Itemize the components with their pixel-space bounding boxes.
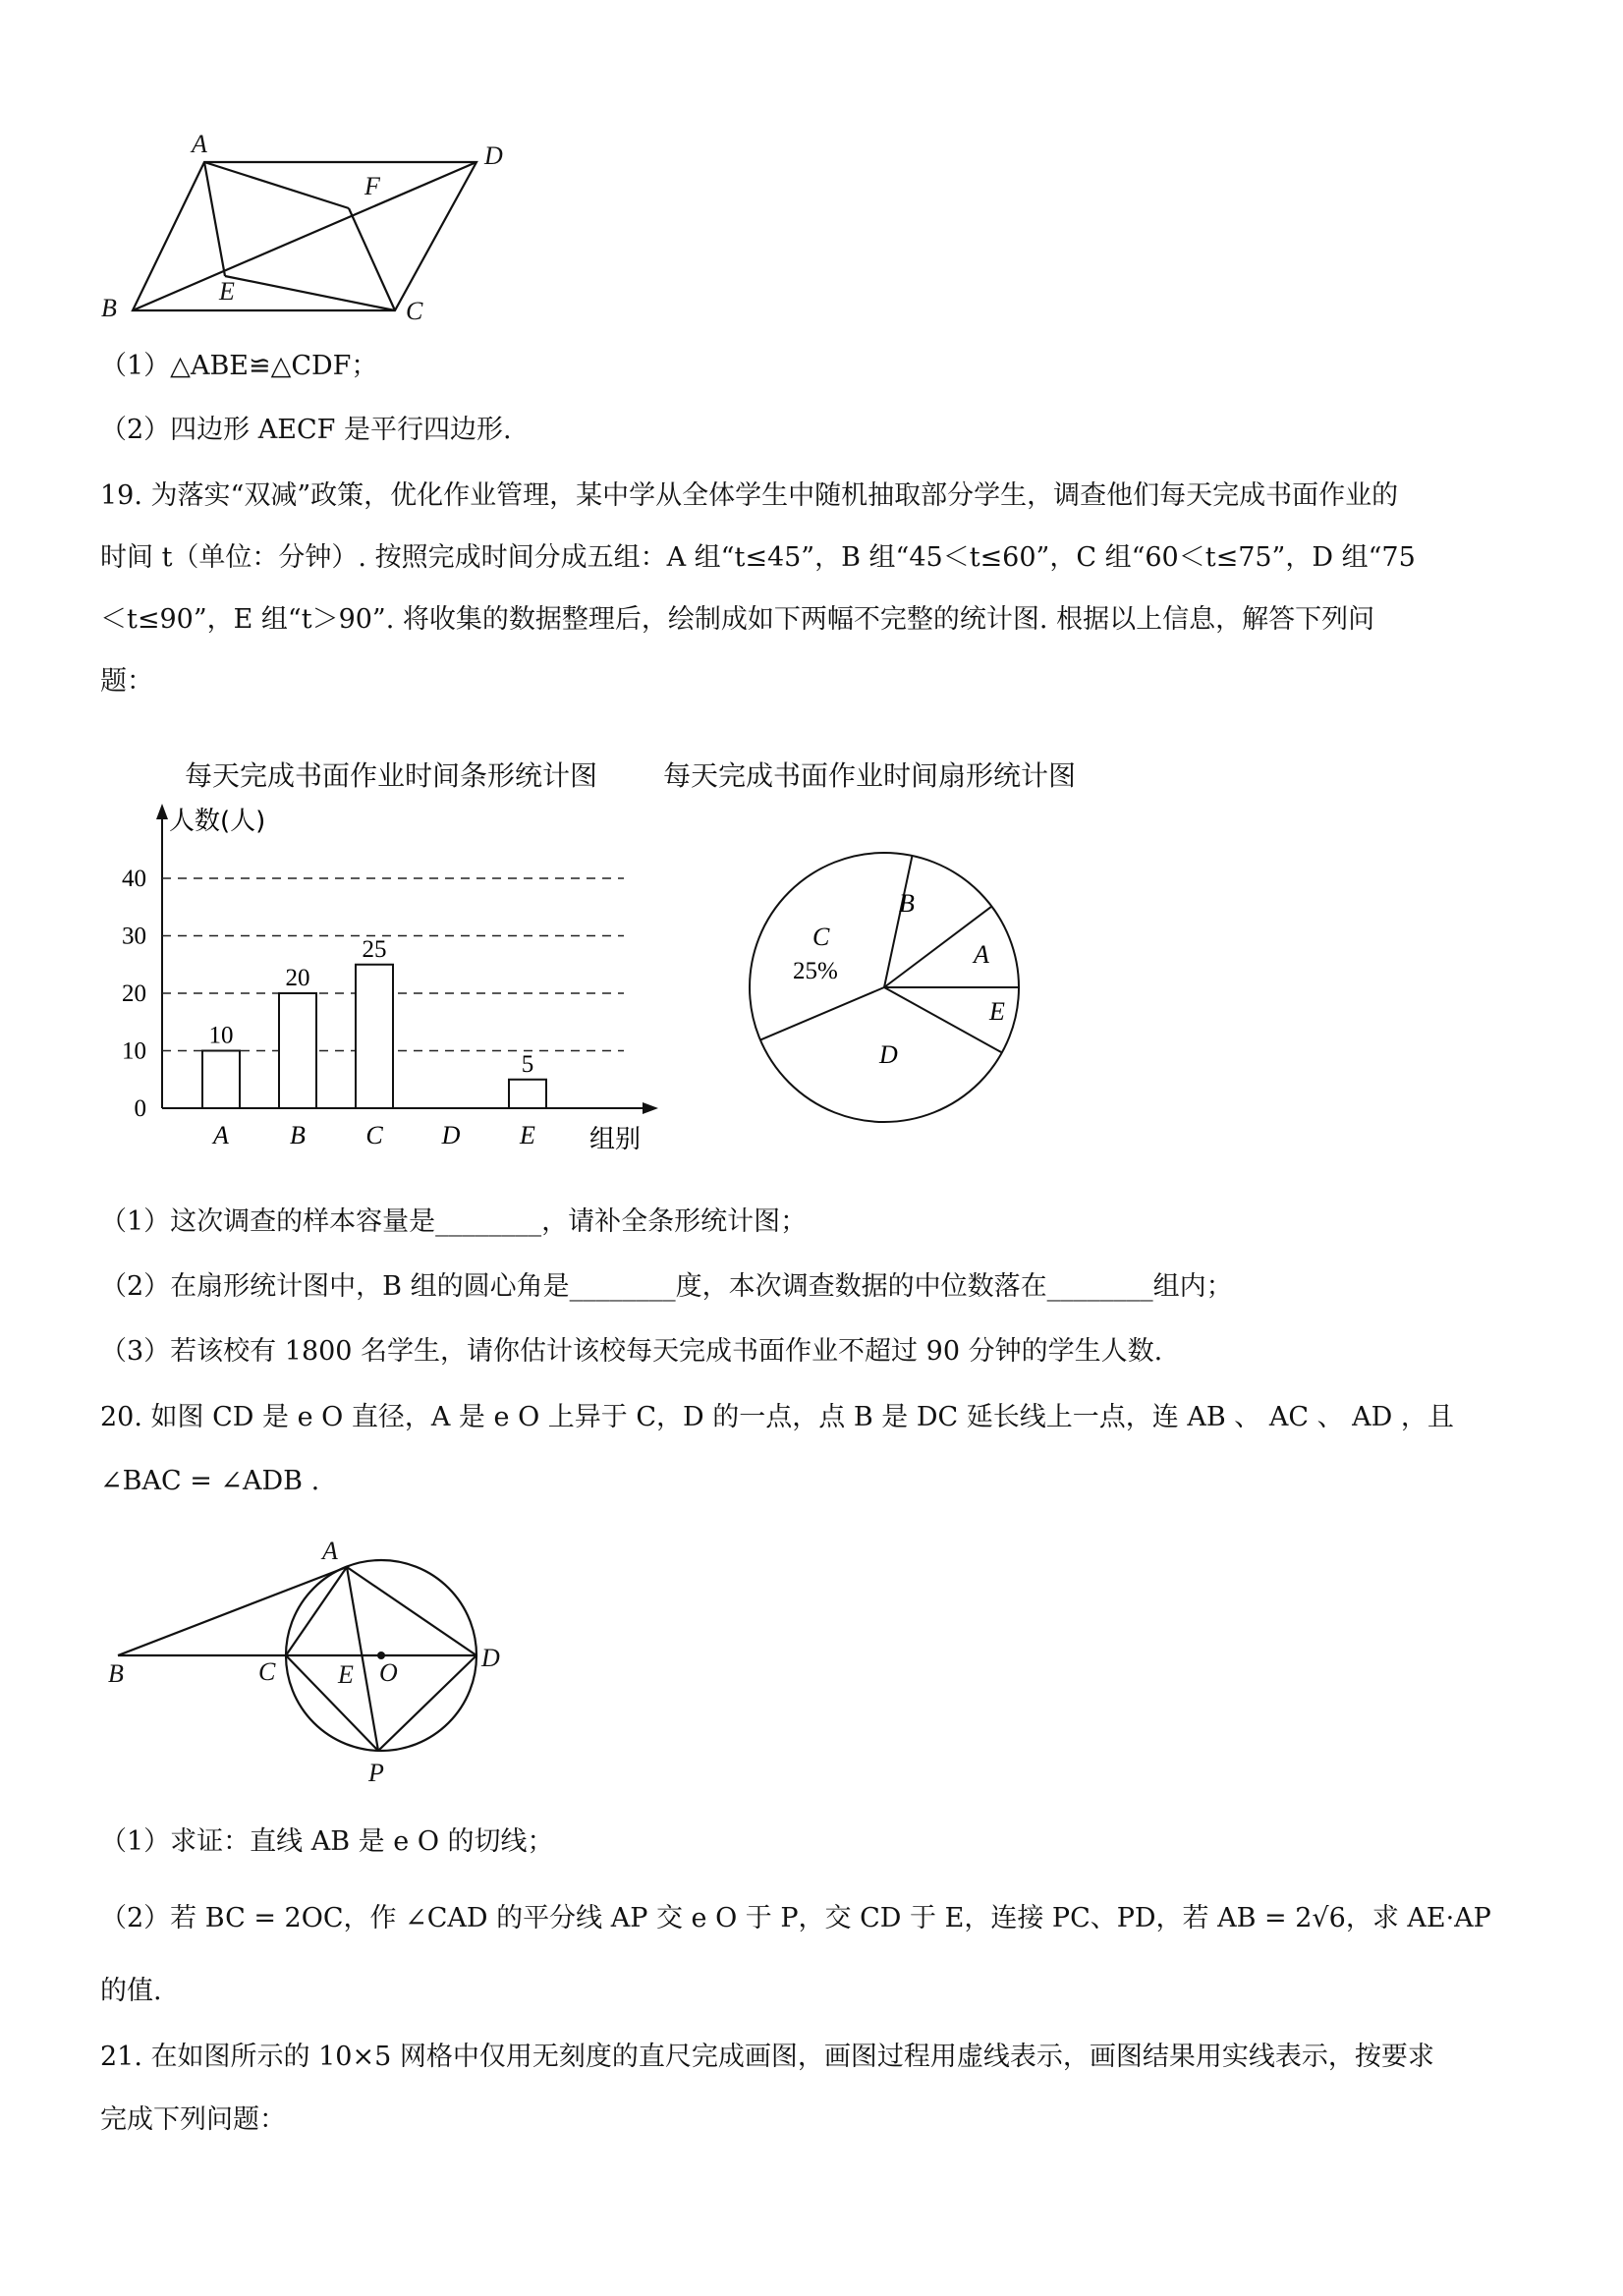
q18-part1: （1）△ABE≌△CDF； [100, 351, 378, 381]
y-tick-label: 0 [134, 1095, 146, 1122]
q20-sub1: （1）求证：直线 AB 是 e O 的切线； [100, 1826, 554, 1857]
pie-slice-label-A: A [974, 940, 989, 969]
bar-chart-title: 每天完成书面作业时间条形统计图 [185, 759, 598, 792]
pie-slice-edge [760, 987, 884, 1040]
bar-chart [98, 796, 668, 1159]
bar-A [202, 1051, 240, 1109]
category-label: A [213, 1121, 229, 1149]
circle-label-D: D [481, 1644, 500, 1672]
x-axis-label: 组别 [589, 1125, 642, 1154]
pie-chart [742, 845, 1036, 1140]
q19-sub3: （3）若该校有 1800 名学生，请你估计该校每天完成书面作业不超过 90 分钟的学生人数. [100, 1336, 1163, 1367]
bar-value-label: 20 [285, 965, 310, 991]
parallelogram-figure [93, 123, 526, 334]
y-tick-label: 10 [122, 1037, 146, 1065]
bar-E [509, 1080, 546, 1108]
pie-chart-title: 每天完成书面作业时间扇形统计图 [663, 759, 1077, 792]
q19-line3: ＜t≤90”，E 组“t＞90”. 将收集的数据整理后，绘制成如下两幅不完整的统计图. 根据以上信息，解答下列问 [100, 604, 1375, 635]
circle-label-B: B [108, 1659, 124, 1688]
circle-label-P: P [368, 1759, 384, 1787]
category-label: C [365, 1121, 383, 1149]
q19-sub2: （2）在扇形统计图中，B 组的圆心角是________度，本次调查数据的中位数落在________组内； [100, 1271, 1233, 1302]
y-tick-label: 40 [122, 866, 146, 892]
pie-slice-edge [884, 856, 912, 987]
circle-label-O: O [379, 1658, 398, 1687]
category-label: E [520, 1121, 535, 1149]
y-axis-label: 人数(人) [169, 807, 266, 836]
label-B: B [101, 294, 117, 322]
q20-line2: ∠BAC = ∠ADB . [100, 1466, 320, 1496]
q19-line4: 题： [100, 666, 153, 697]
q19-line2: 时间 t（单位：分钟）. 按照完成时间分成五组：A 组“t≤45”，B 组“45＜t≤60”，C 组“60＜t≤75”，D 组“75 [100, 542, 1416, 573]
category-label: B [290, 1121, 306, 1149]
circle-figure [98, 1533, 531, 1798]
q20-sub2-cont: 的值. [100, 1976, 162, 2006]
bar-C [356, 965, 393, 1108]
circle-label-C: C [258, 1657, 276, 1686]
label-F: F [364, 172, 380, 200]
label-D: D [484, 141, 503, 170]
circle-label-A: A [322, 1537, 338, 1565]
q21-line1: 21. 在如图所示的 10×5 网格中仅用无刻度的直尺完成画图，画图过程用虚线表示，画图结果用实线表示，按要求 [100, 2042, 1434, 2072]
bar-value-label: 25 [362, 935, 387, 963]
y-tick-label: 30 [122, 923, 146, 950]
label-E: E [219, 277, 235, 306]
bar-B [279, 993, 316, 1108]
pie-slice-label-C: C [812, 923, 830, 951]
circle-label-E: E [338, 1660, 354, 1689]
q21-line2: 完成下列问题： [100, 2104, 286, 2135]
label-A: A [192, 130, 207, 158]
bar-value-label: 5 [521, 1050, 534, 1078]
q18-part2: （2）四边形 AECF 是平行四边形. [100, 415, 512, 445]
q19-sub1: （1）这次调查的样本容量是________，请补全条形统计图； [100, 1206, 808, 1237]
pie-slice-label-E: E [989, 997, 1005, 1026]
bar-value-label: 10 [208, 1022, 234, 1049]
category-label: D [441, 1121, 461, 1149]
pie-slice-edge [884, 987, 1002, 1052]
pie-slice-label-B: B [899, 889, 915, 918]
pie-slice-label-D: D [879, 1040, 898, 1069]
y-tick-label: 20 [122, 980, 146, 1007]
q20-line1: 20. 如图 CD 是 e O 直径，A 是 e O 上异于 C，D 的一点，点 B 是 DC 延长线上一点，连 AB 、 AC 、 AD ，且 [100, 1402, 1454, 1432]
q19-line1: 19. 为落实“双减”政策，优化作业管理，某中学从全体学生中随机抽取部分学生，调查他们每天完成书面作业的 [100, 480, 1399, 511]
pie-percent-label: 25% [793, 958, 838, 984]
q20-sub2: （2）若 BC = 2OC，作 ∠CAD 的平分线 AP 交 e O 于 P，交 CD 于 E，连接 PC、PD，若 AB = 2√6，求 AE·AP [100, 1903, 1491, 1933]
label-C: C [406, 297, 423, 325]
